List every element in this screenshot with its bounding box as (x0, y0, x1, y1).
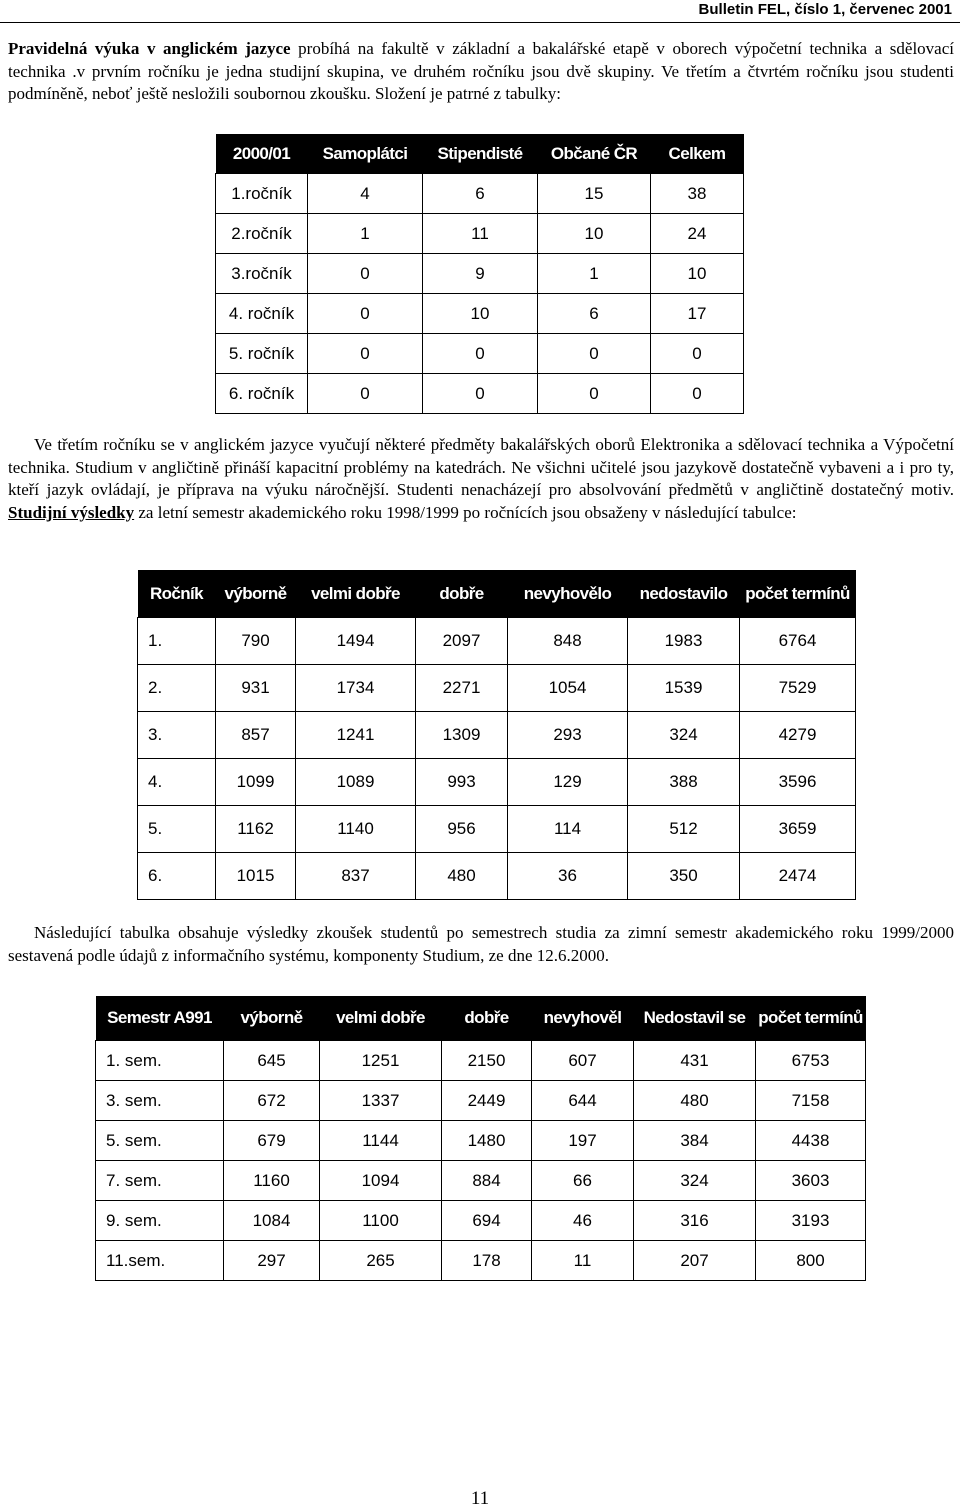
table-cell: 3603 (756, 1161, 866, 1201)
table-cell: 644 (532, 1081, 634, 1121)
table-cell: 6 (538, 294, 651, 334)
table-cell: 3193 (756, 1201, 866, 1241)
table-cell: 931 (216, 665, 296, 712)
table-cell: 1100 (320, 1201, 442, 1241)
table-cell: 2150 (442, 1041, 532, 1081)
table-cell: 7529 (740, 665, 856, 712)
table-cell: 800 (756, 1241, 866, 1281)
table-cell: 10 (538, 214, 651, 254)
col-header: Ročník (138, 570, 216, 618)
table-cell: 316 (634, 1201, 756, 1241)
col-header: 2000/01 (216, 134, 308, 174)
table-cell: 1. (138, 618, 216, 665)
table-cell: 324 (628, 712, 740, 759)
body-paragraph (8, 434, 954, 524)
table-cell: 24 (651, 214, 744, 254)
table-cell: 1309 (416, 712, 508, 759)
table-cell: 265 (320, 1241, 442, 1281)
table-cell: 1015 (216, 853, 296, 900)
table-cell: 66 (532, 1161, 634, 1201)
table-cell: 38 (651, 174, 744, 214)
table-cell: 297 (224, 1241, 320, 1281)
col-header: Samoplátci (308, 134, 423, 174)
table-cell: 5. ročník (216, 334, 308, 374)
col-header: Občané ČR (538, 134, 651, 174)
table-row (216, 334, 744, 374)
table-cell: 0 (538, 334, 651, 374)
col-header: nevyhověl (532, 996, 634, 1041)
table-cell: 1734 (296, 665, 416, 712)
table-cell: 884 (442, 1161, 532, 1201)
table-cell: 679 (224, 1121, 320, 1161)
table-cell: 4279 (740, 712, 856, 759)
table-cell: 129 (508, 759, 628, 806)
table-cell: 6 (423, 174, 538, 214)
table-row (138, 665, 856, 712)
body-text: Ve třetím ročníku se v anglickém jazyce vyučují některé předměty bakalářských oborů Elektronika a sdělovací technika a Výpočetní technika. Studium v angličtině přináší kapacitní problémy na katedrách. Ne všichni učitelé jsou jazykově dostatečně vybaveni a i pro ty, kteří jazyk ovládají, je příprava na výuku náročnější. Studenti nenacházejí pro absolvování předmětů v angličtině dostatečný motiv. (8, 435, 954, 499)
table-cell: 1094 (320, 1161, 442, 1201)
table-cell: 1494 (296, 618, 416, 665)
table-row (96, 1081, 866, 1121)
table-cell: 0 (538, 374, 651, 414)
table-cell: 350 (628, 853, 740, 900)
table-cell: 480 (416, 853, 508, 900)
table-cell: 11 (423, 214, 538, 254)
table-row (138, 712, 856, 759)
table-cell: 2. (138, 665, 216, 712)
table-cell: 857 (216, 712, 296, 759)
table-cell: 6764 (740, 618, 856, 665)
table-cell: 11 (532, 1241, 634, 1281)
table-row (216, 374, 744, 414)
table-row (96, 1161, 866, 1201)
table-row (138, 806, 856, 853)
table-row (216, 214, 744, 254)
summer-results-table (137, 570, 856, 900)
col-header: počet termínů (756, 996, 866, 1041)
table-cell: 837 (296, 853, 416, 900)
col-header: nevyhovělo (508, 570, 628, 618)
table-cell: 1337 (320, 1081, 442, 1121)
page-header (0, 0, 960, 23)
table-cell: 1539 (628, 665, 740, 712)
table-cell: 993 (416, 759, 508, 806)
table-cell: 480 (634, 1081, 756, 1121)
table-cell: 6753 (756, 1041, 866, 1081)
table-cell: 324 (634, 1161, 756, 1201)
table-cell: 7158 (756, 1081, 866, 1121)
intro-paragraph (8, 38, 954, 106)
table-cell: 1084 (224, 1201, 320, 1241)
col-header: dobře (416, 570, 508, 618)
table-row (216, 254, 744, 294)
table-cell: 956 (416, 806, 508, 853)
table-row (96, 1121, 866, 1161)
table-cell: 431 (634, 1041, 756, 1081)
enrollment-table (215, 134, 744, 414)
table-cell: 15 (538, 174, 651, 214)
table-cell: 2097 (416, 618, 508, 665)
table-cell: 645 (224, 1041, 320, 1081)
followup-paragraph (8, 922, 954, 967)
table-cell: 114 (508, 806, 628, 853)
results-text: za letní semestr akademického roku 1998/1999 po ročnících jsou obsaženy v následující tabulce: (134, 502, 797, 522)
table-cell: 1089 (296, 759, 416, 806)
table-cell: 4. ročník (216, 294, 308, 334)
table-cell: 388 (628, 759, 740, 806)
table-header-row (138, 570, 856, 618)
table-row (96, 1241, 866, 1281)
table-cell: 178 (442, 1241, 532, 1281)
table-row (138, 618, 856, 665)
table-cell: 4. (138, 759, 216, 806)
table-cell: 1054 (508, 665, 628, 712)
col-header: dobře (442, 996, 532, 1041)
col-header: výborně (216, 570, 296, 618)
col-header: Celkem (651, 134, 744, 174)
table-cell: 1251 (320, 1041, 442, 1081)
table-row (138, 853, 856, 900)
followup-text: Následující tabulka obsahuje výsledky zkoušek studentů po semestrech studia za zimní semestr akademického roku 1999/2000 sestavená podle údajů z informačního systému, komponenty Studium, ze dne 12.6.2000. (8, 923, 954, 965)
table-cell: 512 (628, 806, 740, 853)
table-cell: 1480 (442, 1121, 532, 1161)
table-cell: 607 (532, 1041, 634, 1081)
table-cell: 1 (308, 214, 423, 254)
table-cell: 672 (224, 1081, 320, 1121)
intro-bold-lead: Pravidelná výuka v anglickém jazyce (8, 39, 291, 58)
table-cell: 6. (138, 853, 216, 900)
results-lead: Studijní výsledky (8, 502, 135, 522)
table-cell: 36 (508, 853, 628, 900)
table-cell: 11.sem. (96, 1241, 224, 1281)
col-header: velmi dobře (296, 570, 416, 618)
table-cell: 4438 (756, 1121, 866, 1161)
col-header: výborně (224, 996, 320, 1041)
table-cell: 0 (308, 254, 423, 294)
table-cell: 4 (308, 174, 423, 214)
col-header: nedostavilo (628, 570, 740, 618)
table-cell: 293 (508, 712, 628, 759)
table-row (96, 1201, 866, 1241)
table-cell: 207 (634, 1241, 756, 1281)
table-cell: 3596 (740, 759, 856, 806)
table-cell: 10 (423, 294, 538, 334)
col-header: Stipendisté (423, 134, 538, 174)
table-cell: 1983 (628, 618, 740, 665)
intro-text: probíhá na fakultě v základní a bakalářské etapě v oborech výpočetní technika a sdělovací technika .v prvním ročníku je jedna studijní skupina, ve druhém ročníku jsou dvě skupiny. Ve třetím a čtvrtém ročníku jsou studenti podmíněně, neboť ještě nesložili soubornou zkoušku. Složení je patrné z tabulky: (8, 39, 954, 103)
table-cell: 1. sem. (96, 1041, 224, 1081)
table-cell: 1099 (216, 759, 296, 806)
table-row (216, 294, 744, 334)
table-cell: 5. sem. (96, 1121, 224, 1161)
table-cell: 3. sem. (96, 1081, 224, 1121)
table-cell: 694 (442, 1201, 532, 1241)
table-row (216, 174, 744, 214)
table-cell: 0 (651, 374, 744, 414)
table-cell: 1 (538, 254, 651, 294)
table-cell: 848 (508, 618, 628, 665)
table-cell: 9. sem. (96, 1201, 224, 1241)
table-cell: 0 (308, 334, 423, 374)
table-cell: 2449 (442, 1081, 532, 1121)
table-cell: 1.ročník (216, 174, 308, 214)
table-cell: 1160 (224, 1161, 320, 1201)
table-row (138, 759, 856, 806)
winter-results-table (95, 996, 866, 1281)
col-header: počet termínů (740, 570, 856, 618)
table-cell: 2474 (740, 853, 856, 900)
table-cell: 17 (651, 294, 744, 334)
table-cell: 0 (308, 294, 423, 334)
col-header: Semestr A991 (96, 996, 224, 1041)
table-cell: 1162 (216, 806, 296, 853)
page-number: 11 (470, 1488, 490, 1509)
table-cell: 9 (423, 254, 538, 294)
table-cell: 10 (651, 254, 744, 294)
table-cell: 3.ročník (216, 254, 308, 294)
table-row (96, 1041, 866, 1081)
bulletin-title: Bulletin FEL, číslo 1, červenec 2001 (698, 1, 952, 18)
table-cell: 5. (138, 806, 216, 853)
table-cell: 1144 (320, 1121, 442, 1161)
table-cell: 197 (532, 1121, 634, 1161)
table-cell: 2271 (416, 665, 508, 712)
table-cell: 6. ročník (216, 374, 308, 414)
table-header-row (96, 996, 866, 1041)
table-cell: 1140 (296, 806, 416, 853)
table-header-row (216, 134, 744, 174)
table-cell: 2.ročník (216, 214, 308, 254)
col-header: Nedostavil se (634, 996, 756, 1041)
table-cell: 1241 (296, 712, 416, 759)
table-cell: 0 (651, 334, 744, 374)
table-cell: 790 (216, 618, 296, 665)
table-cell: 3659 (740, 806, 856, 853)
table-cell: 0 (423, 374, 538, 414)
table-cell: 384 (634, 1121, 756, 1161)
table-cell: 0 (308, 374, 423, 414)
table-cell: 0 (423, 334, 538, 374)
table-cell: 7. sem. (96, 1161, 224, 1201)
table-cell: 46 (532, 1201, 634, 1241)
col-header: velmi dobře (320, 996, 442, 1041)
table-cell: 3. (138, 712, 216, 759)
